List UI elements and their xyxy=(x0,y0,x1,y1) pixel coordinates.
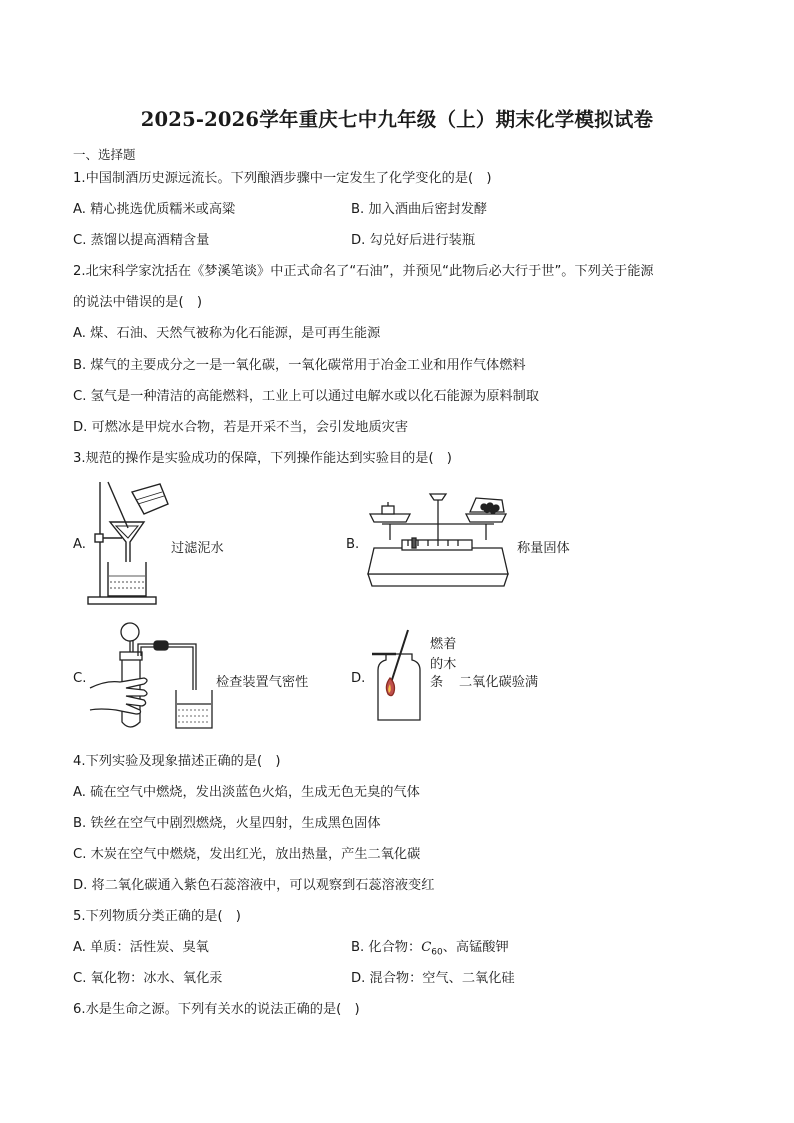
question-5-option-c: C. 氧化物：冰水、氧化汞 xyxy=(73,971,223,986)
question-3-option-c-letter: C. xyxy=(73,671,87,686)
question-3-option-d-label-line2: 的木 xyxy=(430,657,457,672)
question-4-option-a: A. 硫在空气中燃烧，发出淡蓝色火焰，生成无色无臭的气体 xyxy=(73,785,420,800)
question-1-option-a: A. 精心挑选优质糯米或高粱 xyxy=(73,202,236,217)
question-3-option-d-letter: D. xyxy=(351,671,366,686)
gas-bottle-figure xyxy=(368,628,430,724)
question-5-option-b-suffix: 、高锰酸钾 xyxy=(442,940,509,955)
question-5-option-d: D. 混合物：空气、二氧化硅 xyxy=(351,971,515,986)
page-title: 2025-2026学年重庆七中九年级（上）期末化学模拟试卷 xyxy=(140,108,654,131)
question-5-option-a: A. 单质：活性炭、臭氧 xyxy=(73,940,209,955)
question-1-option-d: D. 勾兑好后进行装瓶 xyxy=(351,233,476,248)
balance-scale-figure xyxy=(362,488,514,590)
question-2-option-b: B. 煤气的主要成分之一是一氧化碳，一氧化碳常用于冶金工业和用作气体燃料 xyxy=(73,358,526,373)
question-2-stem-line1: 2.北宋科学家沈括在《梦溪笔谈》中正式命名了“石油”，并预见“此物后必大行于世”。下列关于能源 xyxy=(73,264,654,279)
question-3-option-b-caption: 称量固体 xyxy=(517,541,570,556)
question-3-option-a-letter: A. xyxy=(73,537,86,552)
question-2-stem-line2: 的说法中错误的是( ) xyxy=(73,295,202,310)
question-3-option-b-letter: B. xyxy=(346,537,360,552)
question-5-stem: 5.下列物质分类正确的是( ) xyxy=(73,909,241,924)
question-4-option-d: D. 将二氧化碳通入紫色石蕊溶液中，可以观察到石蕊溶液变红 xyxy=(73,878,435,893)
question-4-option-b: B. 铁丝在空气中剧烈燃烧，火星四射，生成黑色固体 xyxy=(73,816,381,831)
question-3-option-a-caption: 过滤泥水 xyxy=(171,541,224,556)
question-1-option-b: B. 加入酒曲后密封发酵 xyxy=(351,202,488,217)
question-1-stem: 1.中国制酒历史源远流长。下列酿酒步骤中一定发生了化学变化的是( ) xyxy=(73,171,492,186)
question-4-option-c: C. 木炭在空气中燃烧，发出红光，放出热量，产生二氧化碳 xyxy=(73,847,421,862)
airtightness-check-figure xyxy=(86,618,214,736)
question-5-option-b-subscript: 60 xyxy=(431,947,443,958)
question-3-option-c-caption: 检查装置气密性 xyxy=(216,675,309,690)
section-heading: 一、选择题 xyxy=(73,147,136,162)
question-5-option-b-prefix: B. 化合物： xyxy=(351,940,422,955)
question-2-option-c: C. 氢气是一种清洁的高能燃料，工业上可以通过电解水或以化石能源为原料制取 xyxy=(73,389,539,404)
question-5-option-b-formula: C xyxy=(421,940,432,955)
question-6-stem: 6.水是生命之源。下列有关水的说法正确的是( ) xyxy=(73,1002,360,1017)
question-2-option-a: A. 煤、石油、天然气被称为化石能源，是可再生能源 xyxy=(73,326,381,341)
question-3-option-d-caption: 二氧化碳验满 xyxy=(459,675,539,690)
question-3-option-d-label-line3: 条 xyxy=(430,675,444,690)
question-1-option-c: C. 蒸馏以提高酒精含量 xyxy=(73,233,210,248)
question-3-stem: 3.规范的操作是实验成功的保障，下列操作能达到实验目的是( ) xyxy=(73,451,452,466)
question-5-option-b xyxy=(351,936,509,958)
question-3-option-d-label-line1: 燃着 xyxy=(430,637,457,652)
question-2-option-d: D. 可燃冰是甲烷水合物，若是开采不当，会引发地质灾害 xyxy=(73,420,409,435)
filtration-apparatus-figure xyxy=(86,478,172,608)
question-4-stem: 4.下列实验及现象描述正确的是( ) xyxy=(73,754,281,769)
